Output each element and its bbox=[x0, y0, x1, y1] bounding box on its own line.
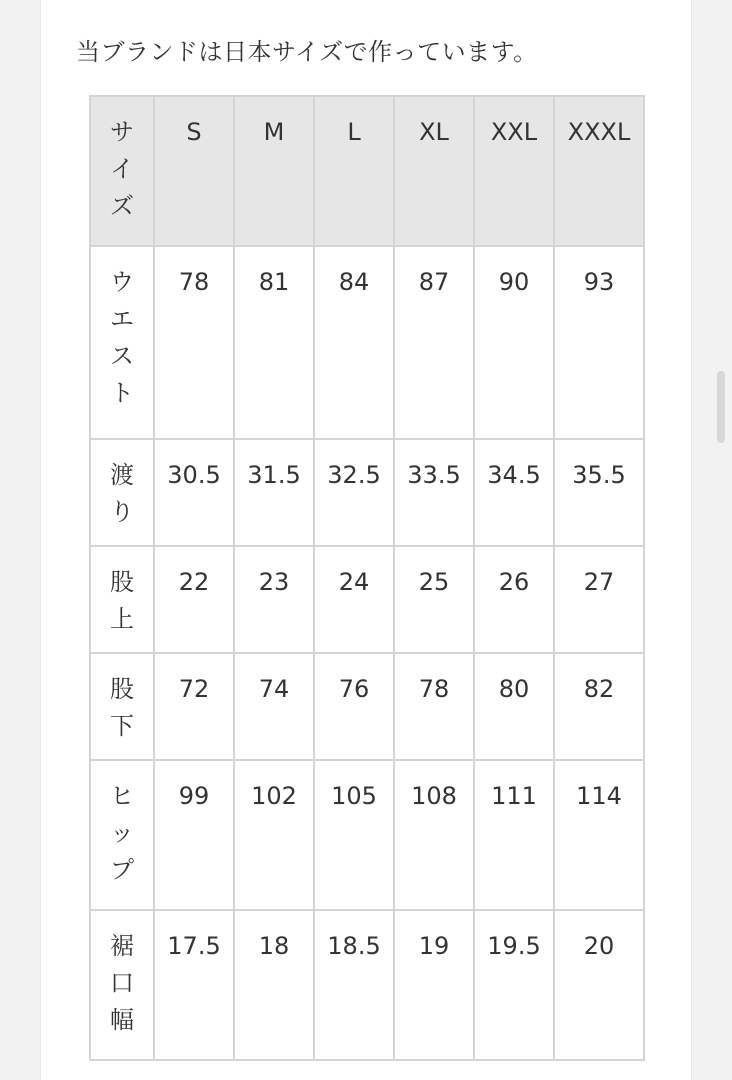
table-cell: 18.5 bbox=[314, 910, 394, 1060]
table-cell: 18 bbox=[234, 910, 314, 1060]
row-label-cell bbox=[90, 246, 154, 439]
table-cell: 19.5 bbox=[474, 910, 554, 1060]
table-header-row bbox=[90, 96, 644, 246]
size-note: 当ブランドは日本サイズで作っています。 bbox=[76, 38, 538, 66]
row-label: 股下 bbox=[110, 675, 134, 740]
table-cell: 17.5 bbox=[154, 910, 234, 1060]
table-row bbox=[90, 439, 644, 546]
size-header-cell: S bbox=[154, 96, 234, 246]
row-label-cell bbox=[90, 546, 154, 653]
table-cell: 76 bbox=[314, 653, 394, 760]
size-chart-table bbox=[89, 95, 645, 1061]
row-label-cell bbox=[90, 910, 154, 1060]
table-cell: 74 bbox=[234, 653, 314, 760]
table-cell: 84 bbox=[314, 246, 394, 439]
size-header-cell: XXL bbox=[474, 96, 554, 246]
table-cell: 35.5 bbox=[554, 439, 644, 546]
table-cell: 33.5 bbox=[394, 439, 474, 546]
table-cell: 20 bbox=[554, 910, 644, 1060]
table-cell: 22 bbox=[154, 546, 234, 653]
table-row bbox=[90, 910, 644, 1060]
table-cell: 99 bbox=[154, 760, 234, 910]
table-cell: 87 bbox=[394, 246, 474, 439]
row-label: 渡り bbox=[110, 461, 134, 526]
table-cell: 32.5 bbox=[314, 439, 394, 546]
table-row bbox=[90, 246, 644, 439]
row-label: 裾口幅 bbox=[110, 932, 134, 1034]
table-cell: 72 bbox=[154, 653, 234, 760]
row-label-cell bbox=[90, 760, 154, 910]
size-header-cell: XXXL bbox=[554, 96, 644, 246]
table-cell: 23 bbox=[234, 546, 314, 653]
table-cell: 34.5 bbox=[474, 439, 554, 546]
table-cell: 114 bbox=[554, 760, 644, 910]
table-cell: 93 bbox=[554, 246, 644, 439]
row-label: サイズ bbox=[110, 118, 134, 220]
table-cell: 102 bbox=[234, 760, 314, 910]
table-cell: 81 bbox=[234, 246, 314, 439]
table-cell: 31.5 bbox=[234, 439, 314, 546]
scrollbar-thumb[interactable] bbox=[717, 371, 725, 443]
size-header-cell: L bbox=[314, 96, 394, 246]
row-label-cell bbox=[90, 439, 154, 546]
table-cell: 19 bbox=[394, 910, 474, 1060]
table-row bbox=[90, 653, 644, 760]
table-row bbox=[90, 760, 644, 910]
table-cell: 30.5 bbox=[154, 439, 234, 546]
table-cell: 105 bbox=[314, 760, 394, 910]
row-label-cell bbox=[90, 653, 154, 760]
table-cell: 27 bbox=[554, 546, 644, 653]
table-cell: 108 bbox=[394, 760, 474, 910]
row-label: 股上 bbox=[110, 568, 134, 633]
table-cell: 90 bbox=[474, 246, 554, 439]
table-cell: 78 bbox=[154, 246, 234, 439]
row-label: ウエスト bbox=[110, 268, 134, 407]
row-label-cell bbox=[90, 96, 154, 246]
table-row bbox=[90, 546, 644, 653]
row-label: ヒップ bbox=[110, 782, 134, 884]
size-header-cell: XL bbox=[394, 96, 474, 246]
content-card bbox=[40, 0, 692, 1080]
table-cell: 78 bbox=[394, 653, 474, 760]
table-cell: 111 bbox=[474, 760, 554, 910]
size-header-cell: M bbox=[234, 96, 314, 246]
table-cell: 80 bbox=[474, 653, 554, 760]
table-cell: 82 bbox=[554, 653, 644, 760]
table-cell: 26 bbox=[474, 546, 554, 653]
table-cell: 24 bbox=[314, 546, 394, 653]
table-cell: 25 bbox=[394, 546, 474, 653]
